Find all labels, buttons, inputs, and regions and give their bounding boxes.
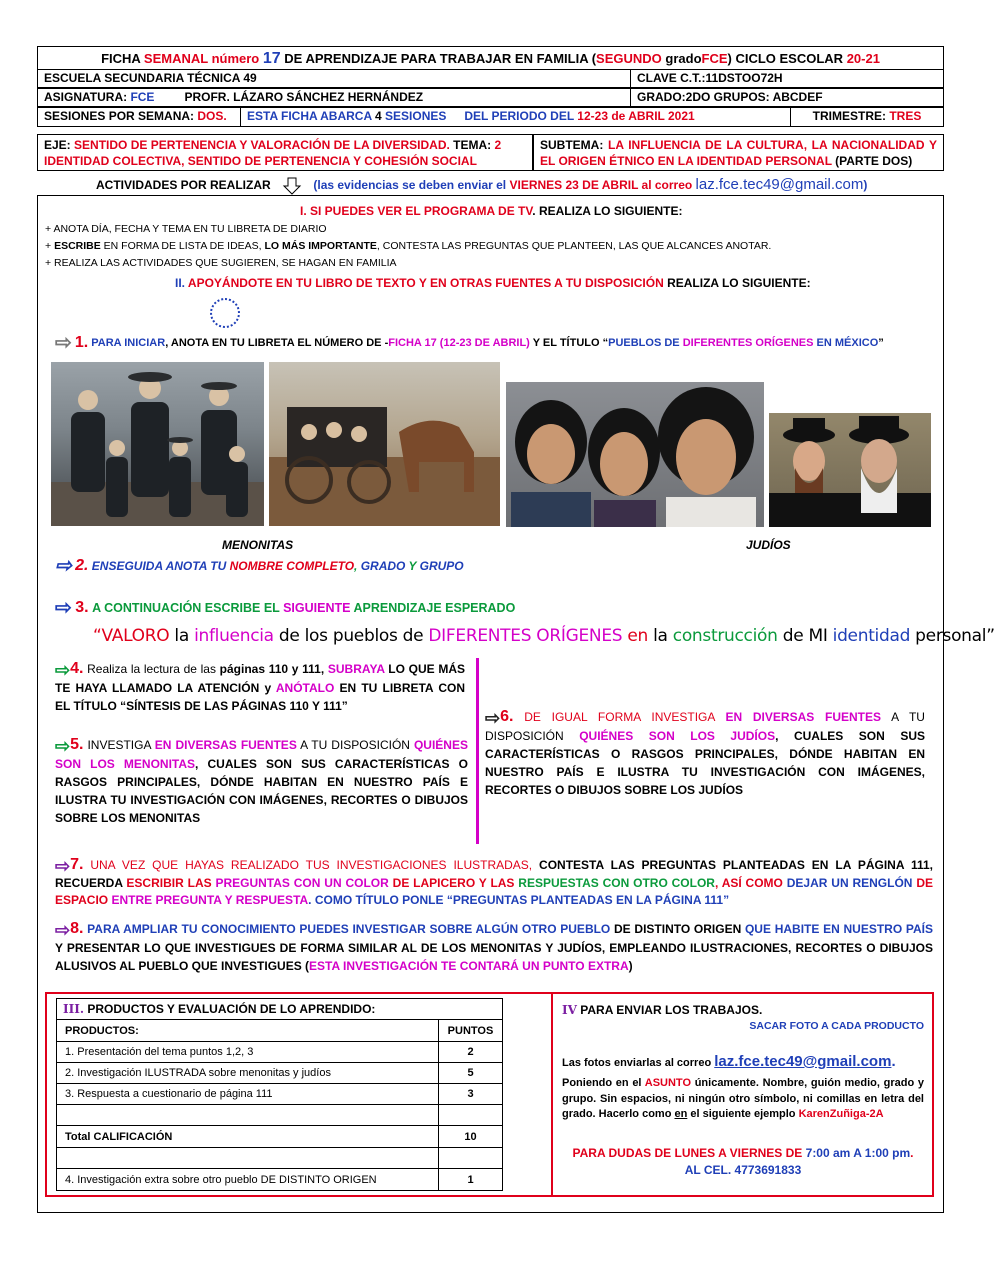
subtema-tail: (PARTE DOS) (831, 154, 913, 168)
extra-row: 4. Investigación extra sobre otro pueblo DE DISTINTO ORIGEN 1 (57, 1169, 503, 1191)
subtema-box (533, 134, 944, 171)
section-1-tail: . REALIZA LO SIGUIENTE: (532, 204, 683, 218)
step-3: ⇨ 3. A CONTINUACIÓN ESCRIBE EL SIGUIENTE APRENDIZAJE ESPERADO (55, 597, 516, 619)
section-2-tail: REALIZA LO SIGUIENTE: (663, 276, 811, 290)
section-3-title: III. PRODUCTOS Y EVALUACIÓN DE LO APRENDIDO: (57, 999, 439, 1020)
right-arrow-icon: ⇨ (55, 735, 71, 756)
section-2-title (175, 276, 811, 290)
step-4-number: 4. (70, 660, 84, 677)
caption-judios: JUDÍOS (746, 538, 791, 552)
abarca-num: 4 (375, 109, 382, 123)
grado-cell (630, 88, 944, 107)
step-7: ⇨7. UNA VEZ QUE HAYAS REALIZADO TUS INVESTIGACIONES ILUSTRADAS, CONTESTA LAS PREGUNTAS PLANTEADAS EN LA PÁGINA 111, RECUERDA ESCRIBIR LAS PREGUNTAS CON UN COLOR DE LAPICERO Y LAS RESPUESTAS CON OTRO COLOR, ASÍ COMO DEJAR UN RENGLÓN DE ESPACIO ENTRE PREGUNTA Y RESPUESTA. COMO TÍTULO PONLE “PREGUNTAS PLANTEADAS EN LA PÁGINA 111” (55, 855, 934, 907)
right-arrow-icon: ⇨ (485, 707, 501, 728)
dotted-circle-icon (210, 298, 240, 328)
step-4: ⇨4. Realiza la lectura de las páginas 110 y 111, SUBRAYA LO QUE MÁS TE HAYA LLAMADO LA ATENCIÓN y ANÓTALO EN TU LIBRETA CON EL TÍTULO “SÍNTESIS DE LAS PÁGINAS 110 Y 111” (55, 659, 465, 713)
section-1-roman: I. (300, 204, 307, 218)
dudas-line: PARA DUDAS DE LUNES A VIERNES DE 7:00 am A 1:00 pm. (572, 1146, 914, 1160)
title-part: ) CICLO ESCOLAR (727, 51, 847, 66)
subtema-label: SUBTEMA: (540, 138, 608, 152)
title-part: FICHA (101, 51, 144, 66)
school-name: ESCUELA SECUNDARIA TÉCNICA 49 (44, 71, 257, 85)
section-2-roman: II. (175, 276, 186, 290)
step-8: ⇨8. PARA AMPLIAR TU CONOCIMIENTO PUEDES INVESTIGAR SOBRE ALGÚN OTRO PUEBLO DE DISTINTO ORIGEN QUE HABITE EN NUESTRO PAÍS Y PRESENTAR LO QUE INVESTIGUES DE FORMA SIMILAR AL DE LOS MENONITAS Y JUDÍOS, EMPLEANDO ILUSTRACIONES, RECORTES O DIBUJOS ALUSIVOS AL PUEBLO QUE INVESTIGUES (ESTA INVESTIGACIÓN TE CONTARÁ UN PUNTO EXTRA) (55, 919, 933, 973)
periodo-label: DEL PERIODO DEL (464, 109, 578, 123)
right-arrow-icon: ⇨ (55, 659, 71, 680)
total-row: Total CALIFICACIÓN 10 (57, 1126, 503, 1148)
step-5-number: 5. (70, 736, 84, 753)
abarca-text: SESIONES (381, 109, 447, 123)
correo-line: Las fotos enviarlas al correo laz.fce.tec49@gmail.com. (562, 1053, 896, 1070)
evaluation-divider (551, 992, 553, 1197)
asunto-instructions: Poniendo en el ASUNTO únicamente. Nombre, guión medio, grado y grupo. Sin espacios, ni ningún otro símbolo, ni comillas en letra del grado. Hacerlo como en el siguiente ejemplo KarenZuñiga-2A (562, 1077, 924, 1120)
table-row: 2. Investigación ILUSTRADA sobre menonitas y judíos 5 (57, 1063, 503, 1084)
step-6: ⇨6. DE IGUAL FORMA INVESTIGA EN DIVERSAS FUENTES A TU DISPOSICIÓN QUIÉNES SON LOS JUDÍOS, CUALES SON SUS CARACTERÍSTICAS O RASGOS PRINCIPALES, DÓNDE HABITAN EN NUESTRO PAÍS E ILUSTRA TU INVESTIGACIÓN CON IMÁGENES, RECORTES O DIBUJOS SOBRE LOS JUDÍOS (485, 707, 925, 797)
evidencias-email[interactable]: laz.fce.tec49@gmail.com (695, 176, 864, 193)
right-arrow-icon: ⇨ (55, 855, 71, 876)
right-arrow-icon: ⇨ (55, 555, 72, 577)
section-1-bullets (45, 221, 771, 272)
eje-box (37, 134, 533, 171)
step-1-number: 1. (74, 334, 89, 351)
subtema-value: LA INFLUENCIA DE LA CULTURA, LA NACIONALIDAD Y EL ORIGEN ÉTNICO EN LA IDENTIDAD PERSONAL (540, 138, 937, 168)
table-row: 1. Presentación del tema puntos 1,2, 3 2 (57, 1042, 503, 1063)
judios-children-photo (506, 382, 764, 527)
col-puntos: PUNTOS (439, 1020, 503, 1042)
step-1: ⇨ 1. PARA INICIAR, ANOTA EN TU LIBRETA EL NÚMERO DE -FICHA 17 (12-23 DE ABRIL) Y EL TÍTULO “PUEBLOS DE DIFERENTES ORÍGENES EN MÉXICO” (55, 332, 884, 354)
eje-label: EJE: (44, 138, 75, 152)
section-4-title: IV PARA ENVIAR LOS TRABAJOS. (562, 1003, 763, 1017)
eje-value: SENTIDO DE PERTENENCIA Y VALORACIÓN DE LA DIVERSIDAD. (74, 138, 450, 152)
step-3-number: 3. (75, 599, 89, 616)
title-part: SEGUNDO (596, 51, 662, 66)
title-part: 20-21 (846, 51, 880, 66)
trimestre-label: TRIMESTRE: (812, 109, 890, 123)
clave-ct: CLAVE C.T.:11DSTOO72H (637, 71, 783, 85)
title-part: DE APRENDIZAJE PARA TRABAJAR EN FAMILIA ( (280, 51, 597, 66)
col-productos: PRODUCTOS: (57, 1020, 439, 1042)
clave-cell (630, 69, 944, 88)
right-arrow-icon: ⇨ (55, 332, 72, 354)
ejemplo-asunto: KarenZuñiga-2A (798, 1108, 884, 1120)
column-divider (476, 658, 479, 844)
section-2-heading: APOYÁNDOTE EN TU LIBRO DE TEXTO Y EN OTRAS FUENTES A TU DISPOSICIÓN (185, 276, 664, 290)
judios-men-photo (769, 413, 931, 527)
abarca-text: ESTA FICHA ABARCA (247, 109, 375, 123)
school-cell (37, 69, 631, 88)
right-arrow-icon: ⇨ (55, 919, 71, 940)
trimestre-value: TRES (889, 109, 922, 123)
section-1-title (300, 204, 683, 218)
step-2: ⇨ 2. ENSEGUIDA ANOTA TU NOMBRE COMPLETO, GRADO Y GRUPO (55, 555, 464, 577)
aprendizaje-esperado: “VALORO la influencia de los pueblos de DIFERENTES ORÍGENES en la construcción de MI identidad personal” (93, 626, 995, 646)
step-6-number: 6. (500, 708, 514, 725)
correo-email[interactable]: laz.fce.tec49@gmail.com (714, 1053, 892, 1070)
tema-value: IDENTIDAD COLECTIVA, SENTIDO DE PERTENENCIA Y COHESIÓN SOCIAL (44, 154, 477, 168)
title-part: FCE (701, 51, 728, 66)
step-2-number: 2. (75, 557, 89, 574)
section-1-heading: SI PUEDES VER EL PROGRAMA DE TV (306, 204, 533, 218)
bullet-1: + ANOTA DÍA, FECHA Y TEMA EN TU LIBRETA DE DIARIO (45, 223, 327, 235)
bullet-2: + ESCRIBE EN FORMA DE LISTA DE IDEAS, LO MÁS IMPORTANTE, CONTESTA LAS PREGUNTAS QUE PLANTEEN, LAS QUE ALCANCES ANOTAR. (45, 240, 772, 252)
products-table (56, 998, 503, 1191)
profesor-name: PROFR. LÁZARO SÁNCHEZ HERNÁNDEZ (184, 90, 424, 104)
table-row: 3. Respuesta a cuestionario de página 111 3 (57, 1084, 503, 1105)
evidencias-date: VIERNES 23 DE ABRIL al correo (509, 178, 696, 192)
sacar-foto: SACAR FOTO A CADA PRODUCTO (749, 1020, 924, 1032)
step-7-number: 7. (70, 856, 84, 873)
sesiones-value: DOS. (197, 109, 227, 123)
step-5: ⇨5. INVESTIGA EN DIVERSAS FUENTES A TU DISPOSICIÓN QUIÉNES SON LOS MENONITAS, CUALES SON SUS CARACTERÍSTICAS O RASGOS PRINCIPALES, DÓNDE HABITAN EN NUESTRO PAÍS E ILUSTRA TU INVESTIGACIÓN CON IMÁGENES, RECORTES O DIBUJOS SOBRE LOS MENONITAS (55, 735, 468, 825)
title-part: grado (661, 51, 702, 66)
periodo-value: 12-23 de ABRIL 2021 (577, 109, 695, 123)
ficha-number: 17 (262, 50, 281, 67)
actividades-row (96, 176, 946, 195)
right-arrow-icon: ⇨ (55, 597, 72, 619)
asignatura-value: FCE (130, 90, 155, 104)
step-8-number: 8. (70, 920, 84, 937)
down-arrow-icon (282, 177, 302, 195)
sesiones-cell (37, 107, 241, 127)
caption-menonitas: MENONITAS (222, 538, 294, 552)
tema-number: 2 (494, 138, 502, 152)
grado-grupos: GRADO:2DO GRUPOS: ABCDEF (637, 90, 823, 104)
header-title-row (37, 46, 944, 69)
evidencias-text: (las evidencias se deben enviar el (313, 178, 510, 192)
celular: AL CEL. 4773691833 (684, 1163, 802, 1177)
abarca-cell (240, 107, 791, 127)
tema-label: TEMA: (449, 138, 495, 152)
actividades-label: ACTIVIDADES POR REALIZAR (96, 178, 271, 192)
menonitas-buggy-photo (269, 362, 500, 526)
bullet-3: + REALIZA LAS ACTIVIDADES QUE SUGIEREN, SE HAGAN EN FAMILIA (45, 257, 397, 269)
sesiones-label: SESIONES POR SEMANA: (44, 109, 198, 123)
asignatura-cell (37, 88, 631, 107)
title-part: SEMANAL número (143, 51, 263, 66)
evidencias-close: ) (863, 178, 868, 192)
menonitas-family-photo (51, 362, 264, 526)
asignatura-label: ASIGNATURA: (44, 90, 131, 104)
trimestre-cell (790, 107, 944, 127)
